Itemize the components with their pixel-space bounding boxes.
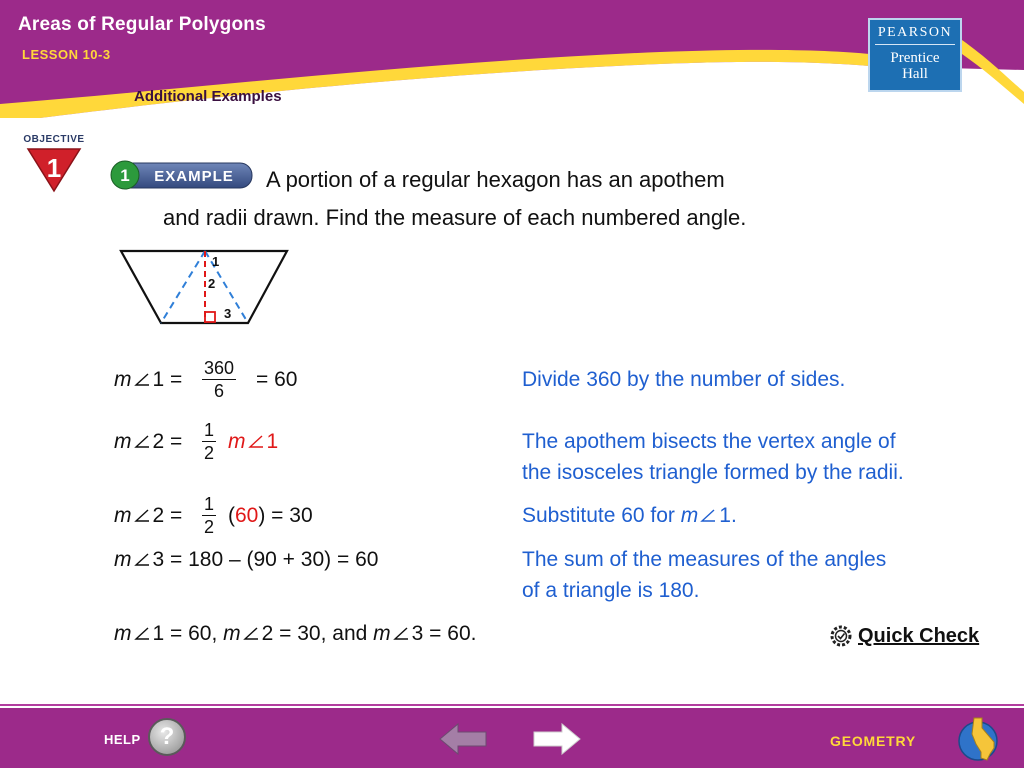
lesson-number: LESSON 10-3 [22, 47, 111, 62]
objective-number: 1 [46, 153, 62, 183]
subject-label: GEOMETRY [830, 733, 916, 749]
angle-symbol-icon [248, 433, 264, 449]
measure-m: m [228, 430, 246, 453]
measure-m: m [114, 504, 132, 527]
reason-line: The apothem bisects the vertex angle of [522, 430, 896, 453]
conclusion [114, 622, 476, 646]
lesson-title: Areas of Regular Polygons [18, 14, 266, 35]
conclusion-part: 1 = 60, [152, 622, 224, 645]
footer-bar [0, 708, 1024, 768]
right-angle-mark [205, 312, 215, 322]
step-3-equation [114, 504, 182, 528]
step-4-text: 3 = 180 – (90 + 30) = 60 [152, 548, 379, 571]
equals-sign: = [170, 504, 183, 527]
step-2-highlight [228, 430, 278, 454]
angle-label-3: 3 [224, 306, 232, 321]
angle-symbol-icon [134, 551, 150, 567]
previous-arrow-button[interactable] [438, 722, 488, 756]
example-badge [110, 160, 254, 190]
angle-label-2: 2 [208, 276, 216, 291]
reason-line: the isosceles triangle formed by the radii. [522, 461, 904, 484]
fraction-bar [202, 379, 236, 380]
measure-m: m [114, 548, 132, 571]
quick-check-label: Quick Check [858, 624, 980, 647]
angle-symbol-icon [134, 507, 150, 523]
fraction-denominator: 2 [204, 443, 215, 463]
fraction-bar [202, 515, 216, 516]
step-2-equation [114, 430, 182, 454]
angle-number: 1 [152, 368, 165, 391]
logo-hall-word: Hall [902, 66, 928, 82]
step-1-reason [522, 364, 845, 395]
pearson-prentice-hall-logo [868, 18, 962, 92]
next-arrow-button[interactable] [532, 722, 582, 756]
step-3-reason [522, 500, 737, 531]
step-2-reason [522, 426, 904, 488]
angle-symbol-icon [393, 625, 409, 641]
fraction-bar [202, 441, 216, 442]
reason-line: of a triangle is 180. [522, 579, 700, 602]
angle-number: 2 [152, 430, 165, 453]
fraction-denominator: 2 [204, 517, 215, 537]
example-number: 1 [120, 166, 130, 185]
help-label: HELP [104, 732, 141, 747]
step-1-result: = 60 [256, 368, 298, 391]
objective-triangle-icon [26, 147, 82, 193]
reason-text: 1. [719, 504, 737, 527]
fraction-360-over-6 [202, 358, 236, 401]
problem-text-line-1: A portion of a regular hexagon has an apothem [266, 167, 725, 192]
step-1-equation [114, 368, 182, 392]
fraction-numerator: 1 [204, 494, 215, 514]
angle-number: 2 [152, 504, 165, 527]
help-button[interactable]: ? [148, 718, 186, 756]
open-paren: ( [228, 504, 235, 527]
step-3-tail: ) = 30 [258, 504, 313, 527]
equals-sign: = [170, 430, 183, 453]
fraction-numerator: 360 [204, 358, 235, 378]
fraction-denominator: 6 [214, 381, 225, 401]
objective-label: OBJECTIVE [23, 134, 85, 145]
conclusion-part: 2 = 30, and [261, 622, 374, 645]
quick-check-gear-icon [828, 623, 854, 649]
substituted-value: 60 [235, 504, 259, 527]
step-4-reason [522, 544, 886, 606]
measure-m: m [114, 430, 132, 453]
angle-symbol-icon [700, 507, 716, 523]
angle-number: 1 [266, 430, 279, 453]
fraction-1-over-2 [202, 494, 216, 537]
california-globe-icon [954, 714, 1004, 764]
angle-label-1: 1 [212, 254, 220, 269]
section-label: Additional Examples [134, 88, 282, 105]
radius-left [161, 251, 205, 323]
quick-check-link[interactable] [828, 622, 979, 650]
measure-m: m [223, 622, 241, 645]
objective-marker [18, 134, 90, 193]
angle-symbol-icon [134, 625, 150, 641]
conclusion-part: 3 = 60. [411, 622, 477, 645]
fraction-numerator: 1 [204, 420, 215, 440]
measure-m: m [114, 622, 132, 645]
reason-text: Substitute 60 for [522, 504, 681, 527]
angle-symbol-icon [134, 433, 150, 449]
reason-line: The sum of the measures of the angles [522, 548, 887, 571]
example-label: EXAMPLE [154, 168, 234, 185]
equals-sign: = [170, 368, 183, 391]
footer-divider [0, 704, 1024, 706]
step-4-equation [114, 548, 378, 572]
logo-pearson-word: PEARSON [875, 20, 955, 45]
angle-symbol-icon [243, 625, 259, 641]
measure-m: m [680, 504, 699, 527]
fraction-1-over-2 [202, 420, 216, 463]
step-3-result [228, 504, 313, 528]
angle-symbol-icon [134, 371, 150, 387]
measure-m: m [373, 622, 391, 645]
problem-text-line-2: and radii drawn. Find the measure of each numbered angle. [163, 205, 747, 230]
logo-prentice-word: Prentice [890, 50, 940, 66]
hexagon-portion-figure [115, 245, 295, 329]
reason-line: Divide 360 by the number of sides. [522, 368, 846, 391]
measure-m: m [114, 368, 132, 391]
header-bar [0, 0, 1024, 118]
